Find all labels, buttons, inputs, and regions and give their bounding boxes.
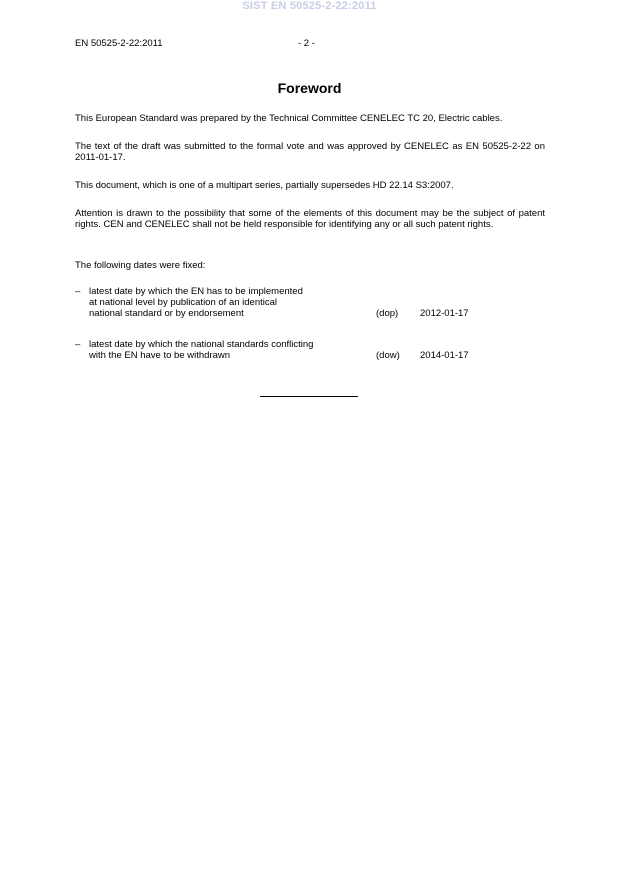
foreword-paragraph-1: This European Standard was prepared by the Technical Committee CENELEC TC 20, Electric cables. bbox=[75, 113, 503, 124]
date-abbreviation: (dow) bbox=[376, 350, 400, 361]
dash-bullet: – bbox=[75, 286, 81, 297]
date-description-line: latest date by which the EN has to be implemented bbox=[89, 286, 303, 297]
header-doc-id: EN 50525-2-22:2011 bbox=[75, 38, 163, 49]
page-title: Foreword bbox=[277, 80, 342, 96]
date-item-dop bbox=[75, 286, 545, 320]
date-item-dow bbox=[75, 339, 545, 362]
end-divider bbox=[260, 396, 358, 397]
foreword-paragraph-3: This document, which is one of a multipart series, partially supersedes HD 22.14 S3:2007. bbox=[75, 180, 454, 191]
date-value: 2012-01-17 bbox=[420, 308, 469, 319]
foreword-paragraph-2: The text of the draft was submitted to the formal vote and was approved by CENELEC as EN 50525-2-22 on 2011-01-17. bbox=[75, 141, 545, 164]
page-number: - 2 - bbox=[298, 38, 315, 49]
dash-bullet: – bbox=[75, 339, 81, 350]
date-description bbox=[89, 339, 369, 361]
date-value: 2014-01-17 bbox=[420, 350, 469, 361]
foreword-paragraph-4: Attention is drawn to the possibility that some of the elements of this document may be the subject of patent rights. CEN and CENELEC shall not be held responsible for identifying any or all such patent rights. bbox=[75, 208, 545, 231]
date-description bbox=[89, 286, 369, 320]
dates-intro: The following dates were fixed: bbox=[75, 260, 206, 271]
date-description-line: latest date by which the national standards conflicting bbox=[89, 339, 314, 350]
watermark: SIST EN 50525-2-22:2011 bbox=[242, 0, 377, 12]
date-description-line: at national level by publication of an identical bbox=[89, 297, 278, 309]
date-description-line: national standard or by endorsement bbox=[89, 308, 244, 320]
date-abbreviation: (dop) bbox=[376, 308, 399, 319]
date-description-line: with the EN have to be withdrawn bbox=[89, 350, 230, 362]
